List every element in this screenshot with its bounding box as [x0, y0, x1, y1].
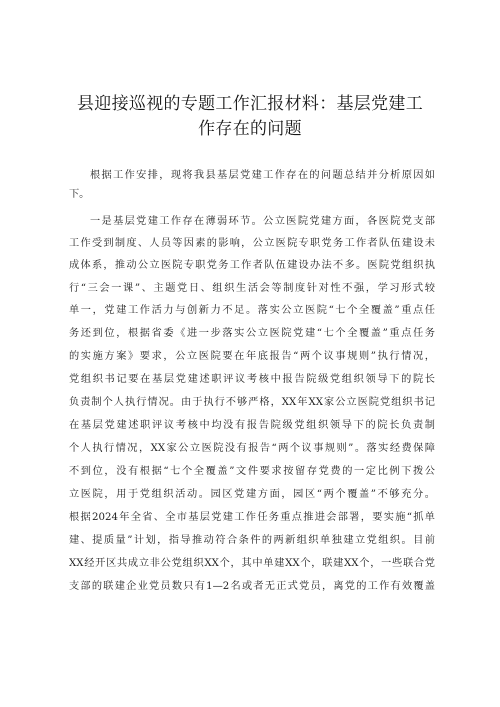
document-title	[60, 92, 440, 142]
body-text-line: 负责制个人执行情况。由于执行不够严格，XX年XX家公立医院党组织书记	[69, 397, 435, 408]
body-text-line: 建、提质量”计划，指导推动符合条件的两新组织单独建立党组织。目前	[69, 535, 435, 546]
body-text-line: 根据2024年全省、全市基层党建工作任务重点推进会部署，要实施“抓单	[69, 512, 435, 523]
body-text-line: 行“三会一课”、主题党日、组织生活会等制度针对性不强，学习形式较	[69, 283, 435, 294]
body-text-line: 不到位，没有根据“七个全覆盖”文件要求按留存党费的一定比例下拨公	[69, 466, 435, 477]
title-line: 作存在的问题	[198, 119, 302, 139]
body-text-line: 根据工作安排，现将我县基层党建工作存在的问题总结并分析原因如	[90, 170, 435, 181]
body-text-line: 个人执行情况，XX家公立医院没有报告“两个议事规则”。落实经费保障	[69, 443, 435, 454]
body-text-line: 立医院，用于党组织活动。园区党建方面，园区“两个覆盖”不够充分。	[69, 489, 435, 500]
body-text-line: 单一，党建工作活力与创新力不足。落实公立医院“七个全覆盖”重点任	[69, 305, 435, 316]
body-text-line: 支部的联建企业党员数只有1—2名或者无正式党员，离党的工作有效覆盖	[69, 581, 435, 592]
body-text-line: 成体系，推动公立医院专职党务工作者队伍建设办法不多。医院党组织执	[69, 260, 435, 271]
body-text-line: 的实施方案》要求，公立医院要在年底报告“两个议事规则”执行情况，	[69, 351, 435, 362]
body-text-line: XX经开区共成立非公党组织XX个，其中单建XX个，联建XX个，一些联合党	[69, 558, 435, 569]
body-text-line: 务还到位，根据省委《进一步落实公立医院党建“七个全覆盖”重点任务	[69, 328, 435, 339]
body-text-line: 工作受到制度、人员等因素的影响，公立医院专职党务工作者队伍建设未	[69, 238, 435, 249]
body-text-line: 在基层党建述职评议考核中均没有报告院级党组织领导下的院长负责制	[69, 420, 435, 431]
title-line: 县迎接巡视的专题工作汇报材料：基层党建工	[77, 94, 423, 114]
body-text-line: 党组织书记要在基层党建述职评议考核中报告院级党组织领导下的院长	[69, 374, 435, 385]
body-text-line: 一是基层党建工作存在薄弱环节。公立医院党建方面，各医院党支部	[90, 216, 435, 227]
body-text-line: 下。	[69, 189, 90, 200]
